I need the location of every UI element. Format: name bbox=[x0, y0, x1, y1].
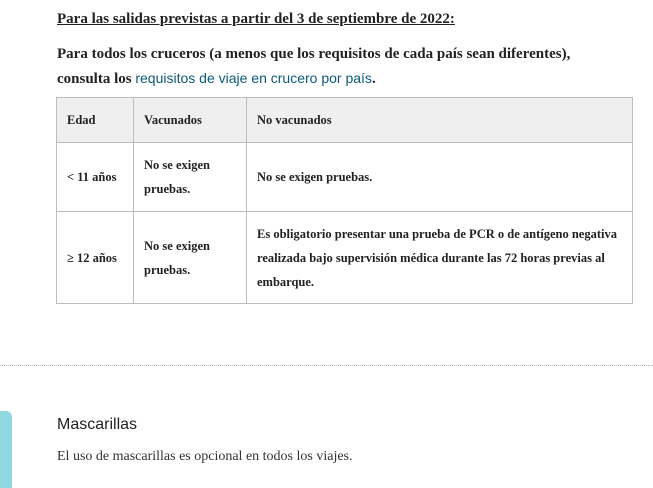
intro-text-end: . bbox=[371, 71, 376, 87]
side-tab-handle[interactable] bbox=[0, 411, 12, 488]
cell-age: < 11 años bbox=[57, 143, 134, 212]
table-row bbox=[57, 143, 633, 212]
header-unvaccinated: No vacunados bbox=[247, 98, 633, 143]
table-header-row bbox=[57, 98, 633, 143]
masks-title: Mascarillas bbox=[57, 416, 138, 433]
cell-vaccinated: No se exigen pruebas. bbox=[134, 143, 247, 212]
section-heading: Para las salidas previstas a partir del 3 de septiembre de 2022: bbox=[57, 11, 455, 27]
cell-vaccinated: No se exigen pruebas. bbox=[134, 212, 247, 304]
header-age: Edad bbox=[57, 98, 134, 143]
masks-text: El uso de mascarillas es opcional en todos los viajes. bbox=[57, 449, 353, 464]
table-row bbox=[57, 212, 633, 304]
cell-age: ≥ 12 años bbox=[57, 212, 134, 304]
header-vaccinated: Vacunados bbox=[134, 98, 247, 143]
cell-unvaccinated: No se exigen pruebas. bbox=[247, 143, 633, 212]
requirements-table bbox=[56, 97, 633, 304]
section-divider bbox=[0, 365, 653, 366]
cell-unvaccinated: Es obligatorio presentar una prueba de PCR o de antígeno negativa realizada bajo supervisión médica durante las 72 horas previas al embarque. bbox=[247, 212, 633, 304]
intro-text: Para todos los cruceros (a menos que los requisitos de cada país sean diferentes), consulta los bbox=[57, 46, 571, 87]
intro-paragraph bbox=[57, 42, 617, 91]
country-requirements-link[interactable]: requisitos de viaje en crucero por país bbox=[135, 70, 372, 86]
